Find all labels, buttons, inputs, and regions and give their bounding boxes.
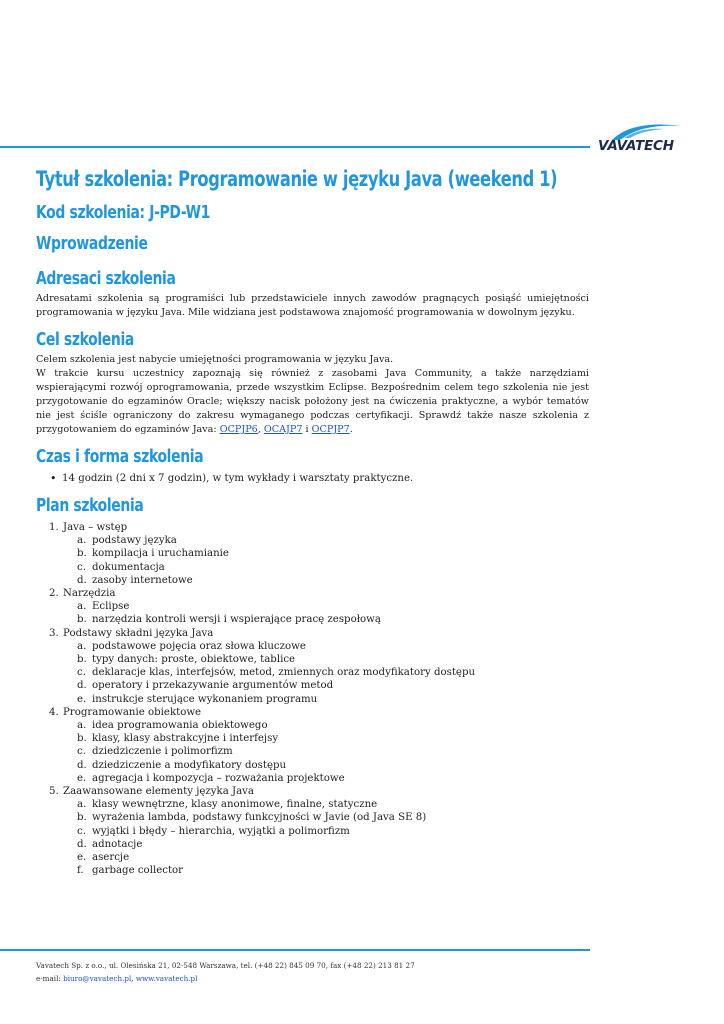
plan-subitem-letter: c. bbox=[77, 825, 86, 837]
footer-rule bbox=[0, 949, 590, 951]
plan-subitem bbox=[63, 561, 589, 574]
plan-section bbox=[36, 627, 589, 706]
plan-subitem-letter: b. bbox=[77, 614, 87, 626]
plan-section-number: 5. bbox=[49, 786, 59, 798]
audience-heading: Adresaci szkolenia bbox=[36, 268, 176, 289]
plan-subitems bbox=[63, 719, 589, 785]
plan-subitem-letter: d. bbox=[77, 680, 87, 692]
plan-subitem-letter: b. bbox=[77, 812, 87, 824]
link-conjunction: i bbox=[305, 424, 309, 435]
plan-section bbox=[36, 706, 589, 785]
plan-subitem-letter: c. bbox=[77, 746, 86, 758]
plan-subitem-text: kompilacja i uruchamianie bbox=[92, 548, 229, 560]
footer-address: Vavatech Sp. z o.o., ul. Olesińska 21, 02-548 Warszawa, tel. (+48 22) 845 09 70, fax (+48 22) 213 81 27 bbox=[36, 961, 415, 970]
plan-subitem-text: Eclipse bbox=[92, 601, 130, 613]
plan-subitem-text: agregacja i kompozycja – rozważania projektowe bbox=[92, 772, 345, 784]
footer-email-label: e-mail: bbox=[36, 974, 61, 983]
goal-heading: Cel szkolenia bbox=[36, 329, 134, 350]
plan-subitem-text: zasoby internetowe bbox=[92, 574, 193, 586]
plan-subitem-text: adnotacje bbox=[92, 838, 143, 850]
footer-contact bbox=[36, 972, 596, 985]
plan-subitem-text: typy danych: proste, obiektowe, tablice bbox=[92, 654, 296, 666]
audience-text: Adresatami szkolenia są programiści lub przedstawiciele innych zawodów pragnących posiąść umiejętności programowania w języku Java. Mile widziana jest podstawowa znajomość programowania w dowolnym języku. bbox=[36, 293, 589, 318]
plan-subitem bbox=[63, 653, 589, 666]
plan-subitems bbox=[63, 640, 589, 706]
plan-heading: Plan szkolenia bbox=[36, 495, 144, 516]
plan-subitem-text: narzędzia kontroli wersji i wspierające pracę zespołową bbox=[92, 614, 381, 626]
plan-subitem-text: podstawy języka bbox=[92, 535, 177, 547]
plan-subitem bbox=[63, 745, 589, 758]
header-rule bbox=[0, 146, 590, 148]
plan-list bbox=[36, 521, 589, 877]
plan-subitem-letter: a. bbox=[77, 720, 87, 732]
plan-subitem-text: wyjątki i błędy – hierarchia, wyjątki a polimorfizm bbox=[92, 825, 350, 837]
plan-subitems bbox=[63, 534, 589, 587]
plan-section bbox=[36, 587, 589, 627]
plan-subitem-letter: b. bbox=[77, 654, 87, 666]
plan-subitem bbox=[63, 719, 589, 732]
plan-subitem-text: wyrażenia lambda, podstawy funkcyjności w Javie (od Java SE 8) bbox=[92, 812, 427, 824]
plan-subitem bbox=[63, 811, 589, 824]
plan-subitem bbox=[63, 613, 589, 626]
plan-subitem-letter: e. bbox=[77, 772, 87, 784]
plan-subitem-text: dokumentacja bbox=[92, 561, 165, 573]
course-code: Kod szkolenia: J-PD-W1 bbox=[36, 202, 211, 223]
footer-separator: , bbox=[131, 974, 134, 983]
plan-subitem-letter: b. bbox=[77, 733, 87, 745]
plan-subitem-text: dziedziczenie i polimorfizm bbox=[92, 746, 233, 758]
plan-subitem-letter: d. bbox=[77, 838, 87, 850]
link-separator: , bbox=[257, 424, 261, 435]
plan-section-title: Zaawansowane elementy języka Java bbox=[63, 786, 255, 798]
plan-subitem bbox=[63, 838, 589, 851]
plan-section-title: Podstawy składni języka Java bbox=[63, 627, 214, 639]
plan-subitem bbox=[63, 732, 589, 745]
plan-subitem-text: garbage collector bbox=[92, 865, 184, 877]
goal-line-2: W trakcie kursu uczestnicy zapoznają się również z zasobami Java Community, a także narzędziami wspierającymi rozwój oprogramowania, przede wszystkim Eclipse. Bezpośrednim celem tego szkolenia nie jest przygotowanie do egzaminów Oracle; większy nacisk położony jest na ćwiczenia praktyczne, a wybór tematów nie jest ściśle ograniczony do zakresu wymaganego podczas certyfikacji. Sprawdź także nasze szkolenia z przygotowaniem do egzaminów Java: bbox=[36, 368, 589, 435]
plan-subitem bbox=[63, 851, 589, 864]
plan-subitem bbox=[63, 666, 589, 679]
vavatech-logo bbox=[598, 120, 690, 154]
plan-subitem-letter: a. bbox=[77, 799, 87, 811]
plan-subitems bbox=[63, 798, 589, 877]
goal-end: . bbox=[349, 424, 353, 435]
link-ocpjp7[interactable]: OCPJP7 bbox=[311, 424, 350, 435]
plan-subitem-letter: c. bbox=[77, 561, 86, 573]
link-ocajp7[interactable]: OCAJP7 bbox=[263, 424, 303, 435]
plan-subitem-letter: e. bbox=[77, 852, 87, 864]
plan-section-title: Programowanie obiektowe bbox=[63, 706, 202, 718]
plan-subitem bbox=[63, 679, 589, 692]
plan-subitem bbox=[63, 798, 589, 811]
plan-subitem-letter: c. bbox=[77, 667, 86, 679]
plan-subitem bbox=[63, 574, 589, 587]
plan-section bbox=[36, 785, 589, 877]
link-ocpjp6[interactable]: OCPJP6 bbox=[219, 424, 258, 435]
plan-section-number: 4. bbox=[49, 706, 59, 718]
plan-subitem-text: dziedziczenie a modyfikatory dostępu bbox=[92, 759, 287, 771]
plan-subitems bbox=[63, 600, 589, 626]
plan-section-title: Narzędzia bbox=[63, 588, 116, 600]
plan-subitem-letter: e. bbox=[77, 693, 87, 705]
duration-heading: Czas i forma szkolenia bbox=[36, 446, 204, 467]
document-body bbox=[36, 164, 589, 877]
plan-subitem-text: asercje bbox=[92, 852, 130, 864]
plan-section-number: 3. bbox=[49, 627, 59, 639]
footer bbox=[36, 959, 596, 985]
duration-list bbox=[36, 472, 589, 486]
plan-section-number: 1. bbox=[49, 522, 59, 533]
logo-text: VAVATECH bbox=[598, 138, 674, 154]
plan-subitem-letter: a. bbox=[77, 640, 87, 652]
plan-subitem bbox=[63, 693, 589, 706]
plan-subitem-text: podstawowe pojęcia oraz słowa kluczowe bbox=[92, 640, 306, 652]
footer-website-link[interactable]: www.vavatech.pl bbox=[135, 974, 198, 983]
plan-subitem bbox=[63, 640, 589, 653]
plan-subitem bbox=[63, 600, 589, 613]
plan-section bbox=[36, 521, 589, 587]
plan-subitem-letter: d. bbox=[77, 574, 87, 586]
plan-subitem-letter: a. bbox=[77, 601, 87, 613]
plan-subitem-letter: a. bbox=[77, 535, 87, 547]
plan-subitem-text: instrukcje sterujące wykonaniem programu bbox=[92, 693, 318, 705]
plan-subitem bbox=[63, 759, 589, 772]
plan-subitem-letter: b. bbox=[77, 548, 87, 560]
plan-subitem-letter: f. bbox=[77, 865, 84, 877]
plan-subitem bbox=[63, 534, 589, 547]
plan-subitem-letter: d. bbox=[77, 759, 87, 771]
duration-item: • 14 godzin (2 dni x 7 godzin), w tym wykłady i warsztaty praktyczne. bbox=[62, 472, 589, 486]
plan-subitem bbox=[63, 772, 589, 785]
plan-subitem bbox=[63, 547, 589, 560]
plan-subitem-text: klasy, klasy abstrakcyjne i interfejsy bbox=[92, 733, 279, 745]
plan-subitem-text: deklaracje klas, interfejsów, metod, zmiennych oraz modyfikatory dostępu bbox=[92, 667, 476, 679]
plan-section-title: Java – wstęp bbox=[63, 522, 128, 533]
plan-section-number: 2. bbox=[49, 588, 59, 600]
page-title: Tytuł szkolenia: Programowanie w języku Java (weekend 1) bbox=[36, 167, 558, 191]
footer-email-link[interactable]: biuro@vavatech.pl bbox=[63, 974, 132, 983]
goal-line-1: Celem szkolenia jest nabycie umiejętności programowania w języku Java. bbox=[36, 354, 394, 365]
plan-subitem bbox=[63, 864, 589, 877]
plan-subitem-text: operatory i przekazywanie argumentów metod bbox=[92, 680, 334, 692]
intro-heading: Wprowadzenie bbox=[36, 233, 148, 254]
plan-subitem-text: klasy wewnętrzne, klasy anonimowe, finalne, statyczne bbox=[92, 799, 378, 811]
plan-subitem bbox=[63, 825, 589, 838]
plan-subitem-text: idea programowania obiektowego bbox=[92, 720, 268, 732]
goal-paragraph bbox=[36, 367, 589, 437]
